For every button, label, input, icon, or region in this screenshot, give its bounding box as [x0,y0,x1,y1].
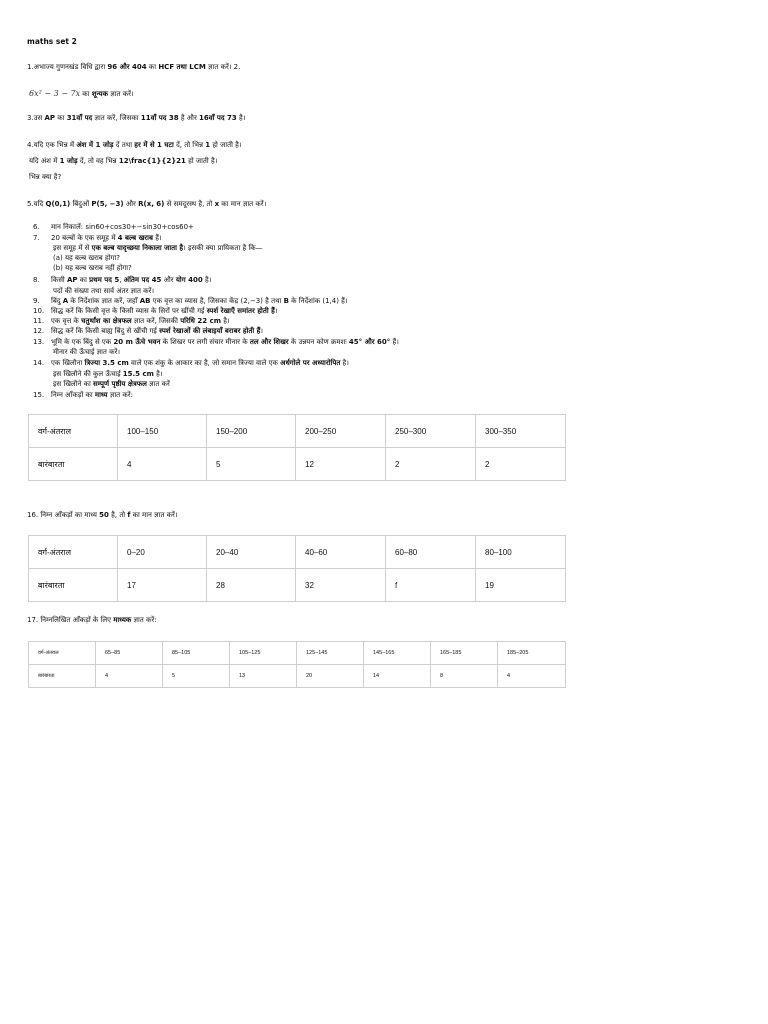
list-number-13: 13. [33,338,45,346]
table-header-cell: वर्ग-अंतराल [29,415,118,448]
data-table-q16 [28,535,566,602]
table-header-cell: वर्ग-अंतराल [29,642,96,665]
table-cell: 250–300 [386,415,476,448]
table-cell: 4 [118,448,207,481]
question-16: 16. निम्न आँकड़ों का माध्य 50 है, तो f का मान ज्ञात करें। [27,511,178,519]
table-cell: 8 [431,665,498,688]
table-cell: 32 [296,569,386,602]
question-17: 17. निम्नलिखित आँकड़ों के लिए माध्यक ज्ञात करें: [27,616,157,624]
table-cell: 105–125 [230,642,297,665]
table-cell: 2 [476,448,566,481]
table-cell: 40–60 [296,536,386,569]
table-cell: 65–85 [96,642,163,665]
table-header-cell: बारंबारता [29,448,118,481]
list-number-14: 14. [33,359,45,367]
table-cell: 185–205 [498,642,566,665]
table-cell: 14 [364,665,431,688]
table-row [29,415,566,448]
question-11: एक वृत्त के चतुर्थांश का क्षेत्रफल ज्ञात करें, जिसकी परिधि 22 cm है। [51,317,230,325]
data-table-q15 [28,414,566,481]
table-header-cell: वर्ग-अंतराल [29,536,118,569]
table-cell: 0–20 [118,536,207,569]
list-number-12: 12. [33,327,45,335]
question-7-part-a: (a) यह बल्ब खराब होगा? [53,254,120,262]
table-header-cell: बारंबारता [29,569,118,602]
question-14-line-2: इस खिलौने की कुल ऊँचाई 15.5 cm है। [53,370,163,378]
question-13-line-2: मीनार की ऊँचाई ज्ञात करें। [53,348,121,356]
table-cell: 4 [96,665,163,688]
question-8: किसी AP का प्रथम पद 5, अंतिम पद 45 और योग 400 है। [51,276,212,284]
table-cell: 150–200 [207,415,296,448]
table-cell: 125–145 [297,642,364,665]
table-cell: 145–165 [364,642,431,665]
table-header-cell: बारंबारता [29,665,96,688]
question-6: मान निकालें: sin60+cos30+−sin30+cos60+ [51,223,194,231]
question-7-line-2: इस समूह में से एक बल्ब यादृच्छया निकाला जाता है। इसकी क्या प्रायिकता है कि— [53,244,263,252]
question-7-part-b: (b) यह बल्ब खराब नहीं होगा? [53,264,132,272]
list-number-11: 11. [33,317,45,325]
question-5: 5.यदि Q(0,1) बिंदुओं P(5, −3) और R(x, 6) से समदूरस्थ है, तो x का मान ज्ञात करें। [27,200,267,208]
question-13: भूमि के एक बिंदु से एक 20 m ऊँचे भवन के शिखर पर लगी संचार मीनार के तल और शिखर के उन्नयन कोण क्रमशः 45° और 60° हैं। [51,338,399,346]
table-cell: 100–150 [118,415,207,448]
question-15: निम्न आँकड़ों का माध्य ज्ञात करें: [51,391,133,399]
table-cell: 19 [476,569,566,602]
data-table-q17 [28,641,566,688]
question-2: 6x² − 3 − 7x का शून्यक ज्ञात करें। [29,89,134,98]
question-3: 3.उस AP का 31वाँ पद ज्ञात करें, जिसका 11वाँ पद 38 है और 16वाँ पद 73 है। [27,114,246,122]
table-cell: 4 [498,665,566,688]
list-number-15: 15. [33,391,45,399]
table-cell: 28 [207,569,296,602]
question-7: 20 बल्बों के एक समूह में 4 बल्ब खराब हैं। [51,234,162,242]
table-cell: 2 [386,448,476,481]
table-cell: 17 [118,569,207,602]
question-4-line-1: 4.यदि एक भिन्न में अंश में 1 जोड़ दें तथा हर में से 1 घटा दें, तो भिन्न 1 हो जाती है। [27,141,242,149]
table-cell: 5 [207,448,296,481]
table-cell: 85–105 [163,642,230,665]
table-cell: 80–100 [476,536,566,569]
question-8-line-2: पदों की संख्या तथा सार्व अंतर ज्ञात करें। [53,287,155,295]
question-14-line-3: इस खिलौने का सम्पूर्ण पृष्ठीय क्षेत्रफल ज्ञात करें [53,380,170,388]
table-cell: 200–250 [296,415,386,448]
table-row [29,536,566,569]
table-cell: 5 [163,665,230,688]
table-cell: 20 [297,665,364,688]
table-cell: 13 [230,665,297,688]
list-number-6: 6. [33,223,40,231]
math-expression: 6x² − 3 − 7x [29,89,81,98]
table-cell: 20–40 [207,536,296,569]
table-row [29,665,566,688]
question-12: सिद्ध करें कि किसी बाह्य बिंदु से खींची गई स्पर्श रेखाओं की लंबाइयाँ बराबर होती हैं। [51,327,264,335]
table-cell: 60–80 [386,536,476,569]
question-1: 1.अभाज्य गुणनखंड विधि द्वारा 96 और 404 का HCF तथा LCM ज्ञात करें। 2. [27,63,241,71]
table-row [29,569,566,602]
list-number-9: 9. [33,297,40,305]
table-cell: f [386,569,476,602]
list-number-10: 10. [33,307,45,315]
list-number-7: 7. [33,234,40,242]
question-14: एक खिलौना त्रिज्या 3.5 cm वाले एक शंकु के आकार का है, जो समान त्रिज्या वाले एक अर्धगोले पर अध्यारोपित है। [51,359,349,367]
table-cell: 300–350 [476,415,566,448]
table-cell: 12 [296,448,386,481]
question-4-line-3: भिन्न क्या है? [29,173,62,181]
list-number-8: 8. [33,276,40,284]
question-4-line-2: यदि अंश में 1 जोड़ दें, तो वह भिन्न 12\frac{1}{2}21 हो जाती है। [29,157,218,165]
table-row [29,642,566,665]
question-9: बिंदु A के निर्देशांक ज्ञात करें, जहाँ AB एक वृत्त का व्यास है, जिसका केंद्र (2,−3) है तथा B के निर्देशांक (1,4) हैं। [51,297,348,305]
document-title: maths set 2 [27,37,77,46]
question-10: सिद्ध करें कि किसी वृत्त के किसी व्यास के सिरों पर खींची गई स्पर्श रेखाएँ समांतर होती हैं। [51,307,278,315]
table-cell: 165–185 [431,642,498,665]
table-row [29,448,566,481]
